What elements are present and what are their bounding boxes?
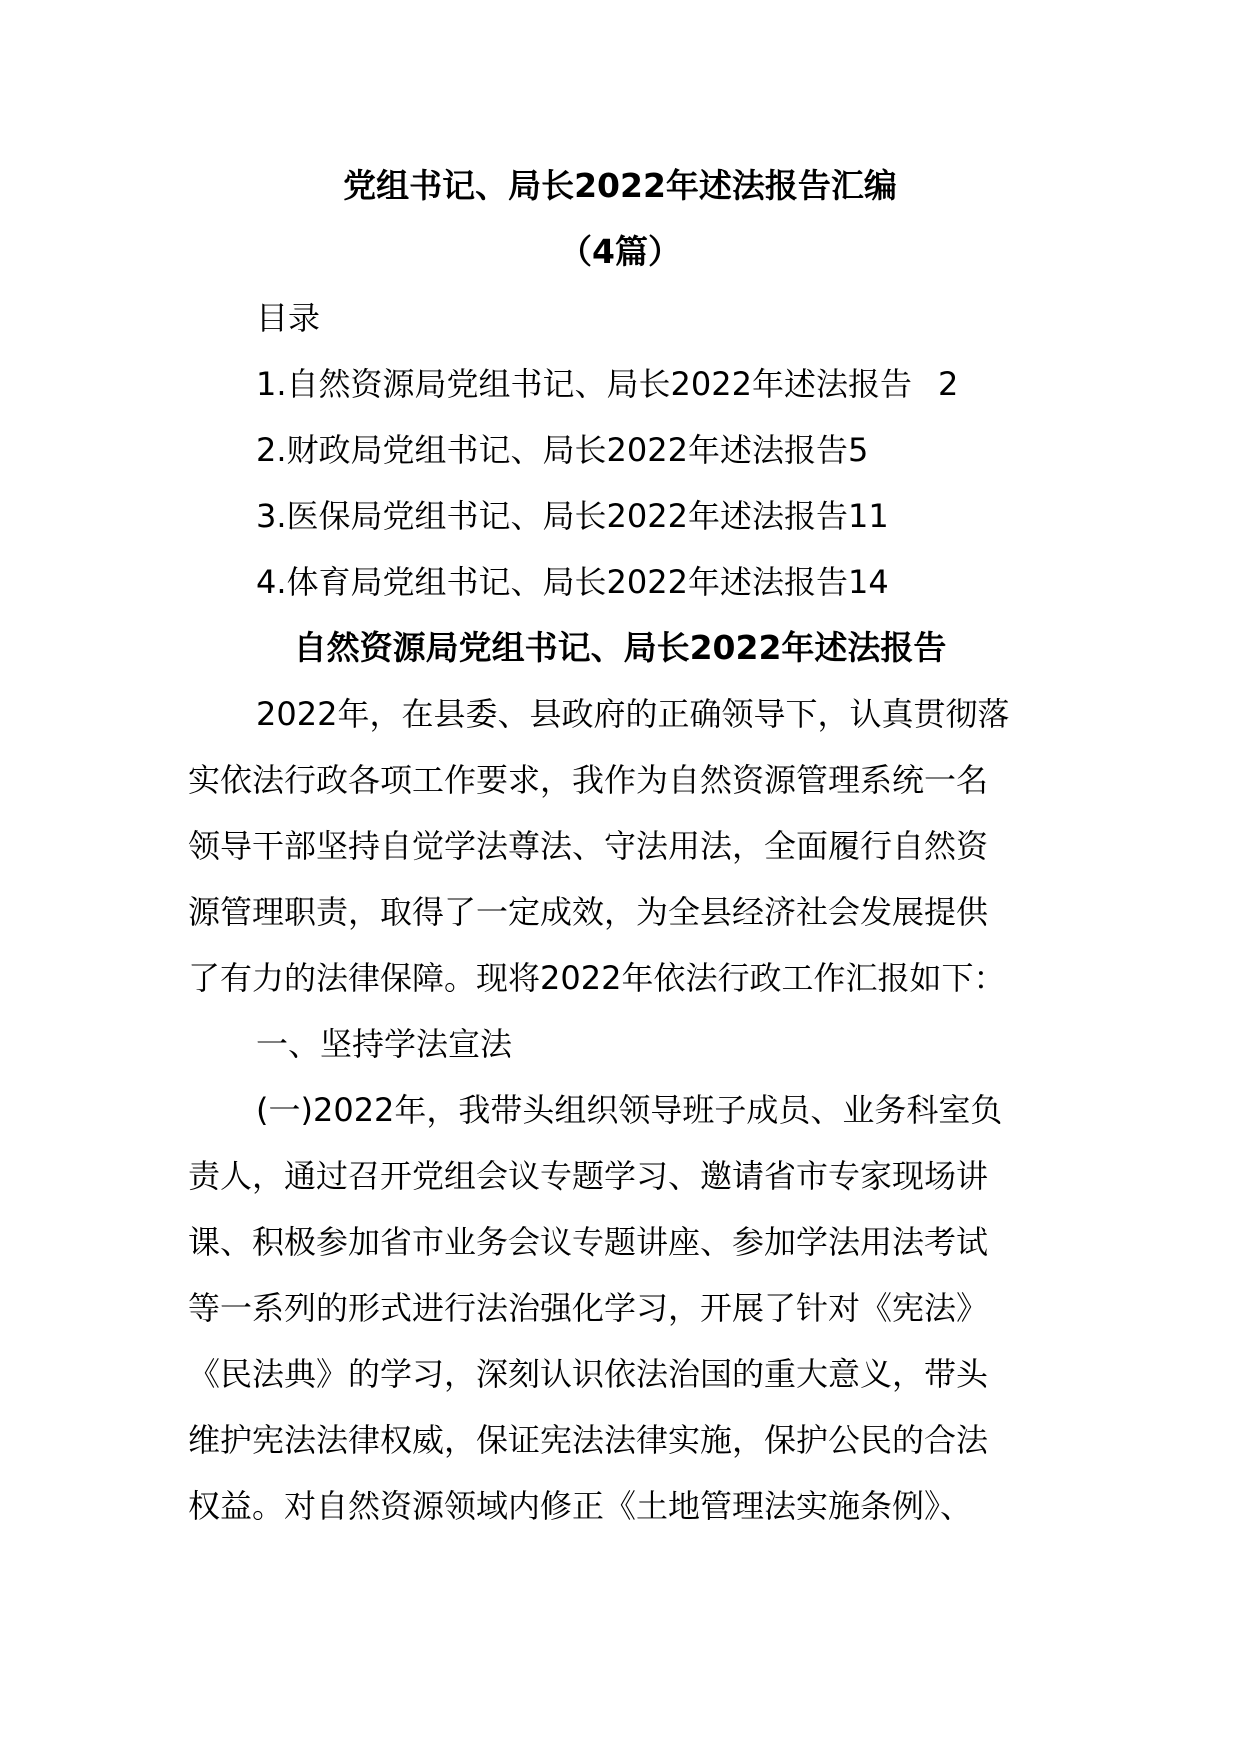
section-heading: 一、坚持学法宣法 (256, 1025, 513, 1063)
toc-item (256, 364, 958, 404)
toc-item-label: 2.财政局党组书记、局长2022年述法报告 (256, 431, 848, 469)
toc-item-label: 3.医保局党组书记、局长2022年述法报告 (256, 497, 848, 535)
paragraph-line: 课、积极参加省市业务会议专题讲座、参加学法用法考试 (188, 1223, 989, 1261)
toc-item (256, 430, 868, 470)
paragraph-line: (一)2022年，我带头组织领导班子成员、业务科室负 (256, 1091, 1003, 1129)
paragraph-line: 等一系列的形式进行法治强化学习，开展了针对《宪法》 (188, 1289, 989, 1327)
paragraph-line: 实依法行政各项工作要求，我作为自然资源管理系统一名 (188, 761, 989, 799)
toc-item-label: 4.体育局党组书记、局长2022年述法报告 (256, 563, 848, 601)
paragraph-line: 源管理职责，取得了一定成效，为全县经济社会发展提供 (188, 893, 989, 931)
toc-item-page: 11 (847, 497, 889, 535)
paragraph-line: 《民法典》的学习，深刻认识依法治国的重大意义，带头 (188, 1355, 989, 1393)
document-title: 党组书记、局长2022年述法报告汇编 (343, 166, 897, 205)
toc-item-page: 2 (937, 365, 959, 403)
toc-item-label: 1.自然资源局党组书记、局长2022年述法报告 (256, 365, 912, 403)
paragraph-line: 权益。对自然资源领域内修正《土地管理法实施条例》、 (188, 1487, 973, 1525)
section-title: 自然资源局党组书记、局长2022年述法报告 (293, 628, 947, 667)
paragraph-line: 了有力的法律保障。现将2022年依法行政工作汇报如下： (188, 959, 1006, 997)
toc-item (256, 496, 889, 536)
toc-item (256, 562, 889, 602)
toc-item-page: 5 (847, 431, 869, 469)
toc-heading: 目录 (256, 299, 321, 337)
document-subtitle: （4篇） (559, 232, 681, 271)
paragraph-line: 责人，通过召开党组会议专题学习、邀请省市专家现场讲 (188, 1157, 989, 1195)
toc-item-page: 14 (847, 563, 889, 601)
paragraph-line: 维护宪法法律权威，保证宪法法律实施，保护公民的合法 (188, 1421, 989, 1459)
paragraph-line: 领导干部坚持自觉学法尊法、守法用法，全面履行自然资 (188, 827, 989, 865)
paragraph-line: 2022年，在县委、县政府的正确领导下，认真贯彻落 (256, 695, 1010, 733)
